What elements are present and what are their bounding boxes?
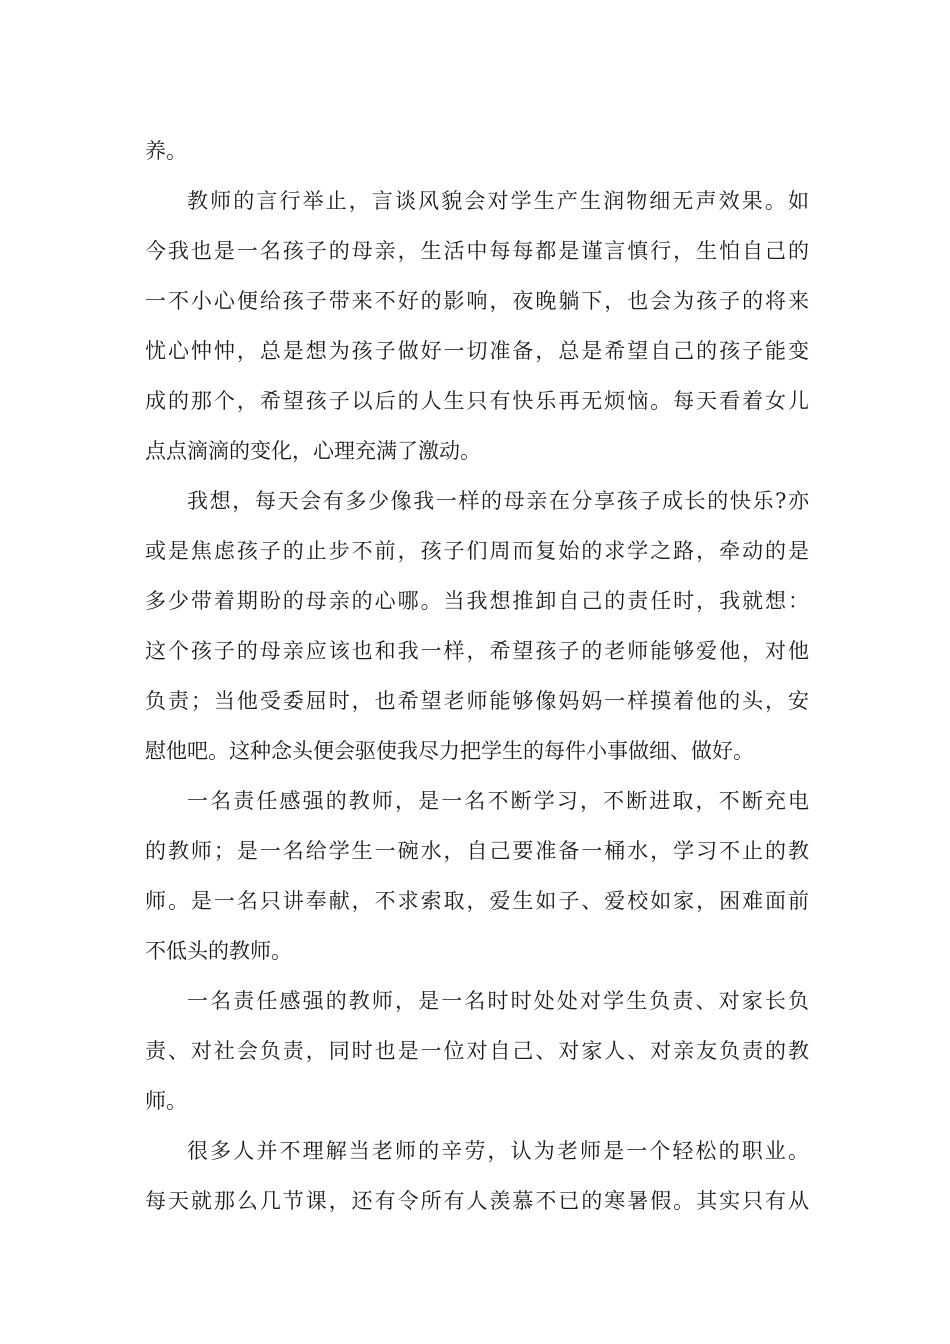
paragraph xyxy=(145,976,809,1126)
paragraph xyxy=(145,776,809,976)
text-line: 每天就那么几节课，还有令所有人羡慕不已的寒暑假。其实只有从 xyxy=(145,1189,809,1213)
text-line: 一名责任感强的教师，是一名时时处处对学生负责、对家长负 xyxy=(187,989,809,1013)
paragraph xyxy=(145,126,809,176)
text-line: 的教师；是一名给学生一碗水，自己要准备一桶水，学习不止的教 xyxy=(145,839,809,863)
document-body xyxy=(145,126,809,1226)
text-line: 负责；当他受委屈时，也希望老师能够像妈妈一样摸着他的头，安 xyxy=(145,689,809,713)
text-line: 成的那个，希望孩子以后的人生只有快乐再无烦恼。每天看着女儿 xyxy=(145,389,809,413)
text-line: 很多人并不理解当老师的辛劳，认为老师是一个轻松的职业。 xyxy=(187,1139,809,1163)
text-line: 多少带着期盼的母亲的心哪。当我想推卸自己的责任时，我就想： xyxy=(145,589,809,613)
text-line: 今我也是一名孩子的母亲，生活中每每都是谨言慎行，生怕自己的 xyxy=(145,239,809,263)
text-line: 不低头的教师。 xyxy=(145,939,292,963)
text-line: 这个孩子的母亲应该也和我一样，希望孩子的老师能够爱他，对他 xyxy=(145,639,809,663)
text-line: 一名责任感强的教师，是一名不断学习，不断进取，不断充电 xyxy=(187,789,809,813)
paragraph xyxy=(145,176,809,476)
text-line: 点点滴滴的变化，心理充满了激动。 xyxy=(145,439,481,463)
text-line: 养。 xyxy=(145,139,187,163)
text-line: 师。是一名只讲奉献，不求索取，爱生如子、爱校如家，困难面前 xyxy=(145,889,809,913)
text-line: 或是焦虑孩子的止步不前，孩子们周而复始的求学之路，牵动的是 xyxy=(145,539,809,563)
text-line: 责、对社会负责，同时也是一位对自己、对家人、对亲友负责的教 xyxy=(145,1039,809,1063)
text-line: 师。 xyxy=(145,1089,187,1113)
text-line: 教师的言行举止，言谈风貌会对学生产生润物细无声效果。如 xyxy=(187,189,809,213)
text-line: 我想，每天会有多少像我一样的母亲在分享孩子成长的快乐?亦 xyxy=(187,489,809,513)
text-line: 慰他吧。这种念头便会驱使我尽力把学生的每件小事做细、做好。 xyxy=(145,739,754,763)
text-line: 忧心忡忡，总是想为孩子做好一切准备，总是希望自己的孩子能变 xyxy=(145,339,809,363)
text-line: 一不小心便给孩子带来不好的影响，夜晚躺下，也会为孩子的将来 xyxy=(145,289,809,313)
paragraph xyxy=(145,476,809,776)
paragraph xyxy=(145,1126,809,1226)
